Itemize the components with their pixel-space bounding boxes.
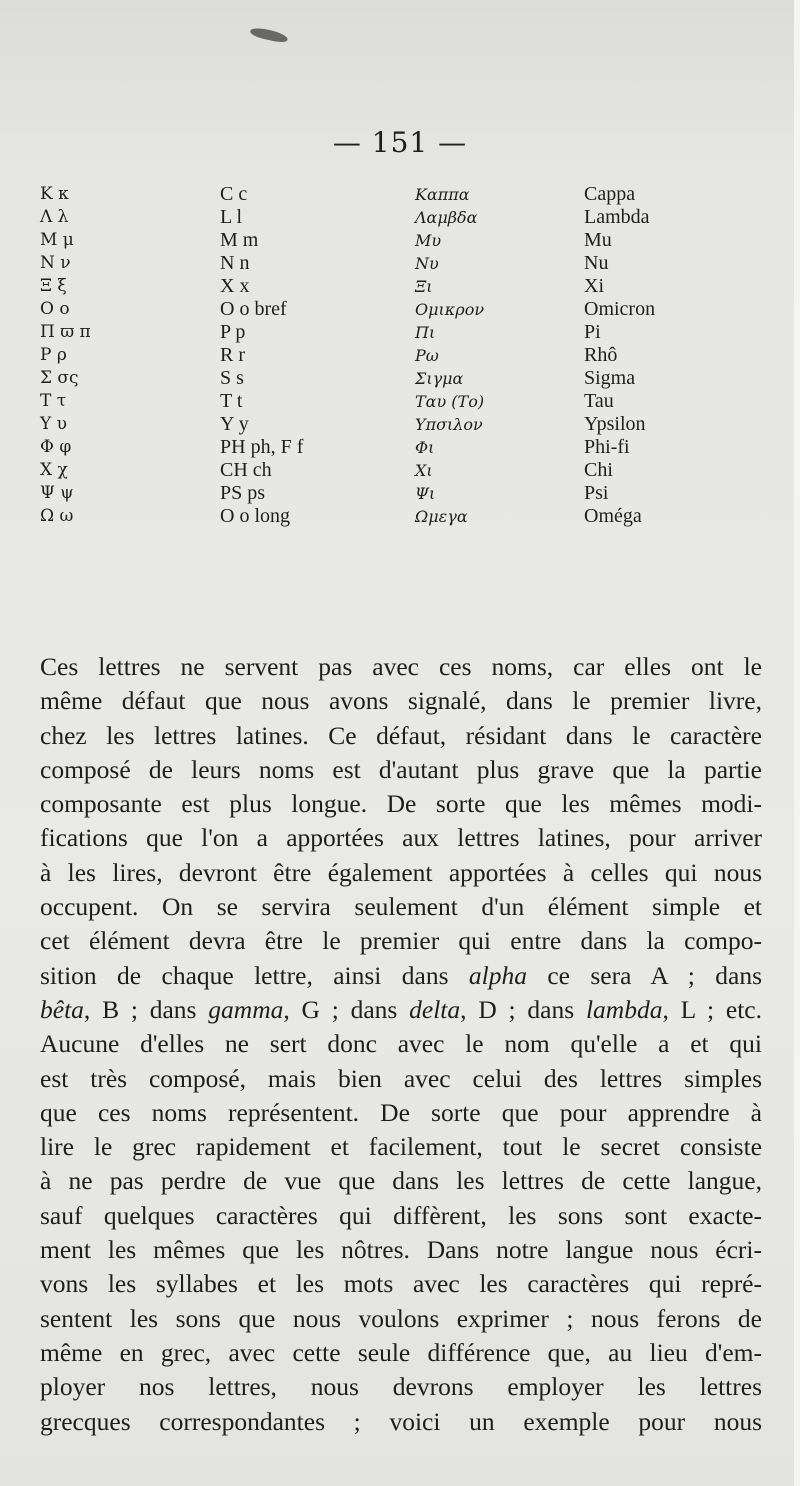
greek-name-cell: Λαμβδα: [415, 208, 478, 227]
body-paragraph: [40, 650, 762, 1439]
text-segment: que ces noms représentent. De sorte que pour apprendre à: [40, 1097, 762, 1127]
latin-equivalent-cell: P p: [220, 321, 246, 343]
greek-alphabet-table: [40, 183, 760, 528]
alphabet-row: [40, 206, 760, 229]
french-name-cell: Psi: [584, 482, 609, 504]
text-line: [40, 1164, 762, 1198]
alphabet-row: [40, 252, 760, 275]
text-line: [40, 1199, 762, 1233]
greek-letter-cell: Μ μ: [40, 230, 74, 250]
french-name-cell: Tau: [584, 390, 614, 412]
text-segment: même défaut que nous avons signalé, dans le premier livre,: [40, 686, 762, 716]
greek-letter-cell: Ξ ξ: [40, 276, 67, 296]
greek-letter-cell: Ψ ψ: [40, 483, 74, 503]
greek-name-cell: Φι: [415, 438, 435, 457]
text-line: [40, 719, 762, 753]
french-name-cell: Omicron: [584, 298, 656, 320]
ink-smudge: [249, 26, 288, 44]
greek-name-cell: Χι: [415, 461, 433, 480]
text-segment: vons les syllabes et les mots avec les caractères qui repré-: [40, 1269, 762, 1299]
alphabet-row: [40, 229, 760, 252]
alphabet-row: [40, 183, 760, 206]
latin-equivalent-cell: PS ps: [220, 482, 266, 504]
french-name-cell: Phi-fi: [584, 436, 630, 458]
text-segment: sauf quelques caractères qui diffèrent, les sons sont exacte-: [40, 1200, 762, 1230]
text-line: [40, 1302, 762, 1336]
greek-letter-cell: Λ λ: [40, 207, 69, 227]
text-segment: ment les mêmes que les nôtres. Dans notre langue nous écri-: [40, 1235, 762, 1265]
latin-equivalent-cell: O o bref: [220, 298, 287, 320]
french-name-cell: Ypsilon: [584, 413, 646, 435]
text-line: [40, 1096, 762, 1130]
italic-word: bêta: [40, 994, 84, 1024]
text-line: [40, 1336, 762, 1370]
greek-name-cell: Ταυ (Το): [415, 392, 485, 411]
text-line: [40, 684, 762, 718]
alphabet-row: [40, 321, 760, 344]
alphabet-row: [40, 344, 760, 367]
text-line: [40, 787, 762, 821]
french-name-cell: Nu: [584, 252, 609, 274]
text-segment: occupent. On se servira seulement d'un élément simple et: [40, 892, 762, 922]
text-line: [40, 924, 762, 958]
greek-name-cell: Νυ: [415, 254, 439, 273]
french-name-cell: Oméga: [584, 505, 642, 527]
text-segment: composé de leurs noms est d'autant plus grave que la partie: [40, 754, 762, 784]
text-segment: grecques correspondantes ; voici un exemple pour nous: [40, 1406, 762, 1436]
alphabet-row: [40, 390, 760, 413]
text-segment: fications que l'on a apportées aux lettres latines, pour arriver: [40, 823, 762, 853]
greek-name-cell: Καππα: [415, 185, 470, 204]
alphabet-row: [40, 505, 760, 528]
greek-name-cell: Ομικρον: [415, 300, 485, 319]
greek-letter-cell: Κ κ: [40, 184, 69, 204]
text-line: [40, 1370, 762, 1404]
greek-name-cell: Ωμεγα: [415, 507, 468, 526]
text-line: [40, 1405, 762, 1439]
greek-letter-cell: Ν ν: [40, 253, 71, 273]
text-line: [40, 650, 762, 684]
french-name-cell: Lambda: [584, 206, 650, 228]
alphabet-row: [40, 367, 760, 390]
latin-equivalent-cell: Y y: [220, 413, 249, 435]
french-name-cell: Mu: [584, 229, 612, 251]
text-segment: est très composé, mais bien avec celui des lettres simples: [40, 1063, 762, 1093]
french-name-cell: Sigma: [584, 367, 636, 389]
italic-word: gamma: [208, 994, 284, 1024]
text-line: [40, 1130, 762, 1164]
text-line: [40, 993, 762, 1027]
greek-letter-cell: Τ τ: [40, 391, 67, 411]
text-line: [40, 1233, 762, 1267]
text-segment: Ces lettres ne servent pas avec ces noms, car elles ont le: [40, 652, 762, 681]
text-segment: , D ; dans: [460, 994, 586, 1024]
italic-word: delta: [409, 994, 461, 1024]
latin-equivalent-cell: O o long: [220, 505, 290, 527]
text-line: [40, 753, 762, 787]
latin-equivalent-cell: CH ch: [220, 459, 272, 481]
french-name-cell: Xi: [584, 275, 604, 297]
text-line: [40, 959, 762, 993]
latin-equivalent-cell: C c: [220, 183, 248, 205]
text-segment: sition de chaque lettre, ainsi dans: [40, 960, 469, 990]
greek-name-cell: Ψι: [415, 484, 436, 503]
alphabet-row: [40, 413, 760, 436]
greek-name-cell: Πι: [415, 323, 436, 342]
text-line: [40, 856, 762, 890]
text-line: [40, 821, 762, 855]
text-segment: ce sera A ; dans: [526, 960, 762, 990]
greek-name-cell: Ξι: [415, 277, 433, 296]
alphabet-row: [40, 459, 760, 482]
text-segment: même en grec, avec cette seule différence que, au lieu d'em-: [40, 1337, 762, 1367]
text-segment: à les lires, devront être également apportées à celles qui nous: [40, 857, 762, 887]
latin-equivalent-cell: M m: [220, 229, 259, 251]
text-segment: , G ; dans: [283, 994, 410, 1024]
french-name-cell: Rhô: [584, 344, 618, 366]
greek-name-cell: Μυ: [415, 231, 442, 250]
greek-name-cell: Ρω: [415, 346, 439, 365]
greek-letter-cell: Π ϖ π: [40, 322, 91, 342]
text-segment: lire le grec rapidement et facilement, tout le secret consiste: [40, 1132, 762, 1162]
text-line: [40, 1062, 762, 1096]
text-line: [40, 1027, 762, 1061]
text-segment: , L ; etc.: [662, 994, 762, 1024]
latin-equivalent-cell: S s: [220, 367, 244, 389]
text-segment: chez les lettres latines. Ce défaut, résidant dans le caractère: [40, 720, 762, 750]
latin-equivalent-cell: R r: [220, 344, 245, 366]
latin-equivalent-cell: T t: [220, 390, 243, 412]
french-name-cell: Cappa: [584, 183, 636, 205]
greek-letter-cell: Σ σς: [40, 368, 79, 388]
text-segment: , B ; dans: [83, 994, 209, 1024]
greek-name-cell: Υπσιλον: [415, 415, 483, 434]
french-name-cell: Chi: [584, 459, 613, 481]
latin-equivalent-cell: PH ph, F f: [220, 436, 304, 458]
text-segment: composante est plus longue. De sorte que les mêmes modi-: [40, 789, 762, 819]
text-segment: ployer nos lettres, nous devrons employer les lettres: [40, 1372, 762, 1402]
page-edge: [794, 0, 800, 1486]
latin-equivalent-cell: N n: [220, 252, 250, 274]
italic-word: alpha: [468, 960, 527, 990]
greek-letter-cell: Χ χ: [40, 460, 68, 480]
greek-letter-cell: Ω ω: [40, 506, 74, 526]
text-line: [40, 1267, 762, 1301]
text-segment: sentent les sons que nous voulons exprimer ; nous ferons de: [40, 1303, 762, 1333]
greek-letter-cell: Ο ο: [40, 299, 70, 319]
greek-letter-cell: Ρ ρ: [40, 345, 67, 365]
greek-name-cell: Σιγμα: [415, 369, 464, 388]
text-segment: Aucune d'elles ne sert donc avec le nom qu'elle a et qui: [40, 1029, 762, 1059]
latin-equivalent-cell: L l: [220, 206, 243, 228]
latin-equivalent-cell: X x: [220, 275, 250, 297]
text-segment: cet élément devra être le premier qui entre dans la compo-: [40, 926, 762, 956]
alphabet-row: [40, 275, 760, 298]
greek-letter-cell: Φ φ: [40, 437, 72, 457]
greek-letter-cell: Υ υ: [40, 414, 67, 434]
italic-word: lambda: [585, 994, 663, 1024]
alphabet-row: [40, 482, 760, 505]
text-segment: à ne pas perdre de vue que dans les lettres de cette langue,: [40, 1166, 762, 1196]
alphabet-row: [40, 298, 760, 321]
page-number: — 151 —: [332, 126, 468, 159]
alphabet-row: [40, 436, 760, 459]
text-line: [40, 890, 762, 924]
french-name-cell: Pi: [584, 321, 601, 343]
